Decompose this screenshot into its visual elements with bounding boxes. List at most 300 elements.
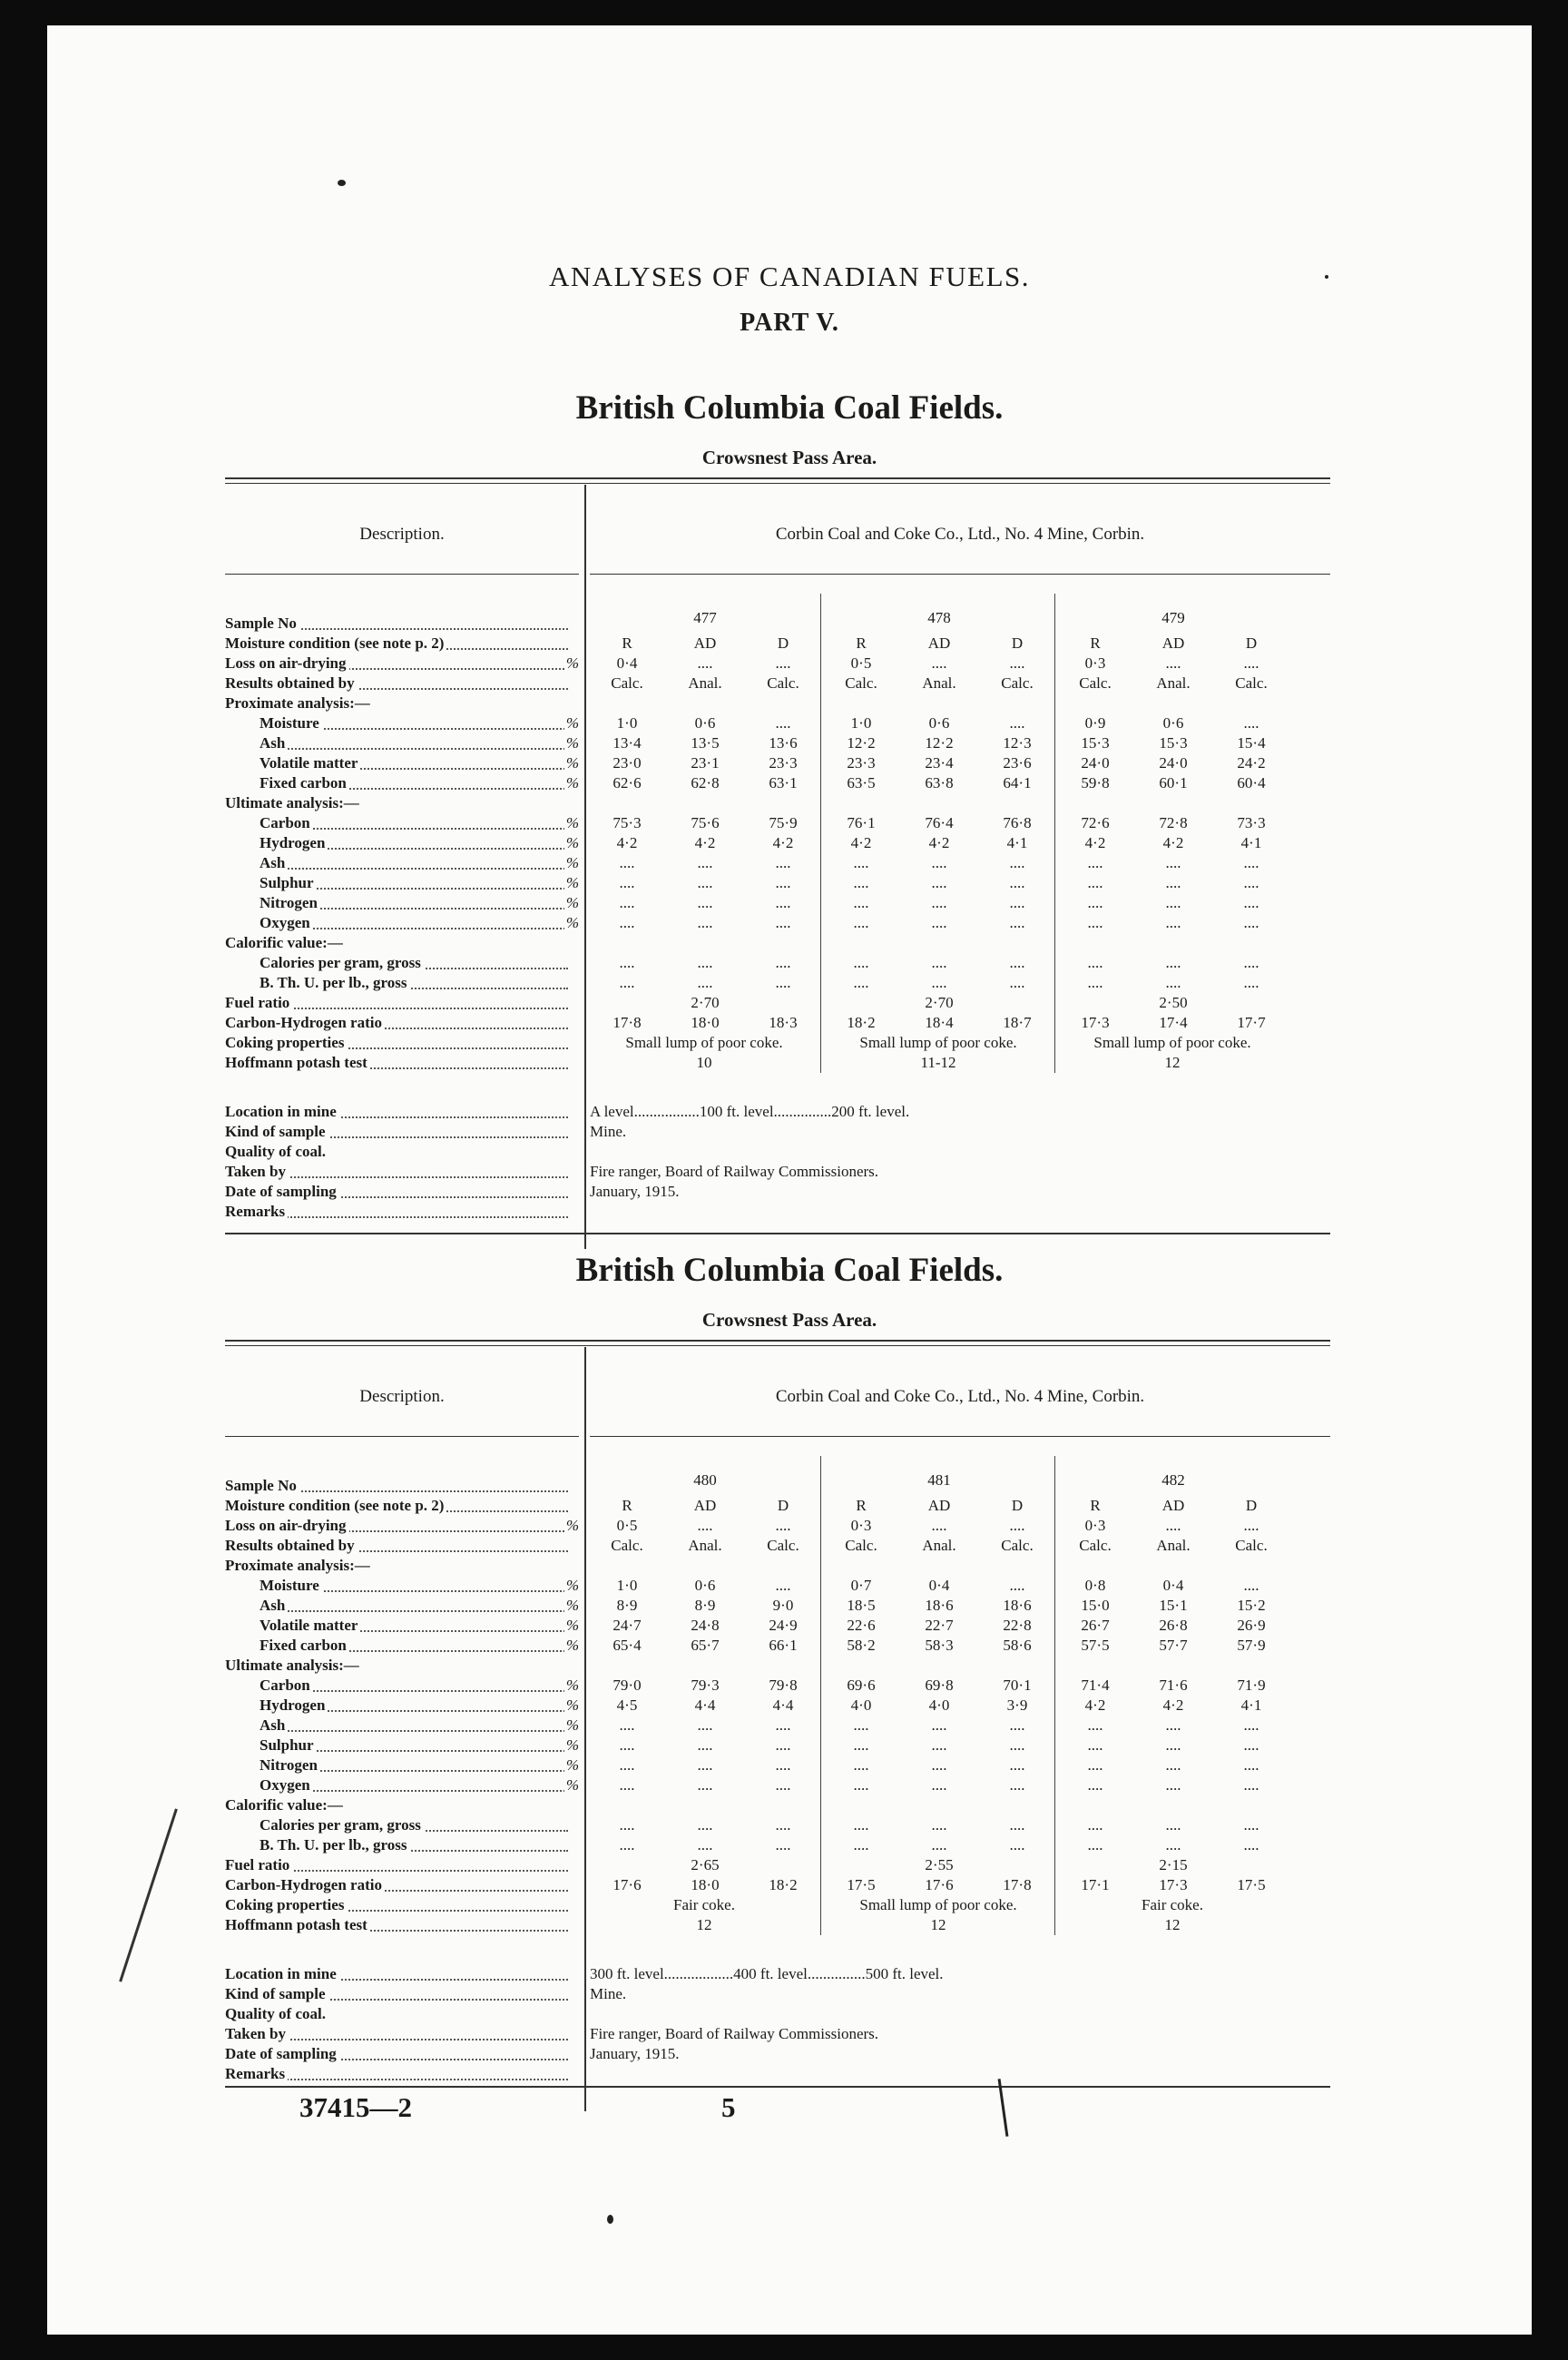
- header-rule: [590, 1436, 1330, 1437]
- row-label: [260, 1716, 581, 1736]
- row-label: [260, 1616, 581, 1636]
- unit-label: %: [565, 1716, 579, 1734]
- table-cell: 71·9: [1237, 1677, 1266, 1694]
- table-cell: ....: [853, 1836, 869, 1854]
- columns-header: Corbin Coal and Coke Co., Ltd., No. 4 Mine, Corbin.: [775, 1387, 1145, 1406]
- table-cell: 22·8: [1003, 1617, 1032, 1634]
- table-cell: 79·3: [691, 1677, 720, 1694]
- info-value-kind: Mine.: [590, 1985, 627, 2002]
- section-subtitle: Crowsnest Pass Area.: [701, 1309, 877, 1331]
- table-cell: 0·5: [616, 1517, 638, 1534]
- coking-properties: Small lump of poor coke.: [859, 1034, 1017, 1051]
- columns-header: Corbin Coal and Coke Co., Ltd., No. 4 Mine, Corbin.: [775, 525, 1145, 544]
- table-cell: 24·0: [1159, 754, 1188, 772]
- table-cell: ....: [1009, 914, 1025, 931]
- description-header: Description.: [359, 525, 445, 544]
- row-label-text: Ultimate analysis:—: [225, 1657, 362, 1674]
- row-label-text: Hoffmann potash test: [225, 1054, 370, 1071]
- table-cell: ....: [619, 1836, 635, 1854]
- table-cell: Calc.: [1235, 1537, 1268, 1554]
- table-cell: ....: [775, 654, 791, 672]
- table-cell: 15·4: [1237, 734, 1266, 752]
- row-label: [225, 1895, 581, 1915]
- table-cell: ....: [775, 1776, 791, 1794]
- table-cell: ....: [1087, 894, 1103, 911]
- row-label-text: Hydrogen: [260, 834, 328, 851]
- table-cell: ....: [697, 854, 713, 871]
- leader-dots: [260, 1730, 568, 1732]
- table-cell: 73·3: [1237, 814, 1266, 831]
- info-value-taken-by: Fire ranger, Board of Railway Commissioners.: [590, 2025, 879, 2042]
- table-cell: ....: [775, 874, 791, 891]
- table-cell: ....: [1165, 1816, 1181, 1834]
- table-cell: 63·8: [925, 774, 954, 792]
- table-cell: ....: [853, 1736, 869, 1754]
- table-cell: 0·3: [850, 1517, 872, 1534]
- info-value-location-line: 300 ft. level..................400 ft. level...............500 ft. level.: [590, 1965, 944, 1982]
- table-cell: ....: [1243, 954, 1259, 971]
- table-cell: 71·4: [1081, 1677, 1110, 1694]
- table-cell: ....: [775, 1517, 791, 1534]
- table-cell: 18·6: [1003, 1597, 1032, 1614]
- table-cell: ....: [1165, 1716, 1181, 1734]
- table-cell: ....: [1087, 854, 1103, 871]
- table-cell: 24·2: [1237, 754, 1266, 772]
- table-cell: ....: [1243, 1517, 1259, 1534]
- table-cell: 0·6: [694, 714, 716, 732]
- info-label: [225, 1182, 581, 1202]
- table-cell: Anal.: [688, 1537, 722, 1554]
- unit-label: %: [565, 1577, 579, 1594]
- scan-speck: [338, 180, 346, 186]
- document-page: [47, 25, 1532, 2335]
- row-label-text: Calories per gram, gross: [260, 1816, 424, 1834]
- column-divider: [1054, 1456, 1055, 1935]
- table-cell: ....: [619, 854, 635, 871]
- row-label-text: Ash: [260, 734, 288, 752]
- table-cell: 18·2: [847, 1014, 876, 1031]
- row-label: [225, 793, 581, 813]
- unit-label: %: [565, 1617, 579, 1634]
- table-cell: ....: [1243, 874, 1259, 891]
- info-label: [225, 2064, 581, 2084]
- table-cell: ....: [775, 1836, 791, 1854]
- sample-number: 478: [927, 609, 951, 626]
- table-cell: 24·9: [769, 1617, 798, 1634]
- table-cell: 18·4: [925, 1014, 954, 1031]
- leader-dots: [260, 748, 568, 750]
- double-rule: [225, 483, 1330, 484]
- table-cell: 23·6: [1003, 754, 1032, 772]
- leader-dots: [260, 868, 568, 870]
- table-cell: Calc.: [611, 674, 643, 692]
- row-label: [225, 1053, 581, 1073]
- table-cell: ....: [1165, 874, 1181, 891]
- table-cell: 75·3: [612, 814, 642, 831]
- row-label: [225, 1013, 581, 1033]
- table-cell: R: [622, 1497, 632, 1514]
- table-cell: 23·3: [769, 754, 798, 772]
- info-label: [225, 2004, 581, 2024]
- table-cell: 79·0: [612, 1677, 642, 1694]
- table-cell: ....: [1009, 874, 1025, 891]
- row-label-text: Nitrogen: [260, 894, 320, 911]
- table-cell: 65·4: [612, 1637, 642, 1654]
- table-cell: ....: [697, 1716, 713, 1734]
- table-cell: 70·1: [1003, 1677, 1032, 1694]
- table-cell: 2·65: [691, 1856, 720, 1873]
- row-label: [260, 1736, 581, 1755]
- row-label-text: Fuel ratio: [225, 1856, 292, 1873]
- table-cell: 13·4: [612, 734, 642, 752]
- info-label-text: Taken by: [225, 1163, 289, 1180]
- row-label: [260, 973, 581, 993]
- table-cell: ....: [931, 1517, 947, 1534]
- table-cell: ....: [1165, 1776, 1181, 1794]
- table-cell: 79·8: [769, 1677, 798, 1694]
- info-label-text: Taken by: [225, 2025, 289, 2042]
- table-cell: ....: [931, 654, 947, 672]
- table-cell: 0·9: [1084, 714, 1106, 732]
- table-cell: 0·3: [1084, 1517, 1106, 1534]
- table-cell: ....: [775, 974, 791, 991]
- table-cell: ....: [1009, 854, 1025, 871]
- row-label-text: Ultimate analysis:—: [225, 794, 362, 811]
- table-cell: ....: [931, 1716, 947, 1734]
- section-title: British Columbia Coal Fields.: [575, 1252, 1004, 1289]
- table-cell: ....: [1009, 894, 1025, 911]
- table-cell: 62·6: [612, 774, 642, 792]
- table-cell: 17·4: [1159, 1014, 1188, 1031]
- info-label-text: Remarks: [225, 1203, 288, 1220]
- table-cell: ....: [619, 1816, 635, 1834]
- table-cell: ....: [1165, 914, 1181, 931]
- row-label: [225, 1656, 581, 1676]
- row-label: [260, 753, 581, 773]
- table-cell: D: [1011, 634, 1024, 652]
- table-cell: 18·0: [691, 1876, 720, 1893]
- table-cell: AD: [1161, 634, 1185, 652]
- info-label: [225, 2044, 581, 2064]
- table-cell: 17·6: [925, 1876, 954, 1893]
- table-cell: 4·1: [1240, 834, 1262, 851]
- table-cell: ....: [931, 874, 947, 891]
- table-cell: 59·8: [1081, 774, 1110, 792]
- row-label-text: Sample No: [225, 615, 299, 632]
- table-cell: 75·6: [691, 814, 720, 831]
- row-label: [260, 713, 581, 733]
- table-cell: 15·1: [1159, 1597, 1188, 1614]
- table-cell: 4·2: [928, 834, 950, 851]
- section-end-rule: [225, 1233, 1330, 1234]
- unit-label: %: [565, 714, 579, 732]
- table-cell: 4·2: [694, 834, 716, 851]
- table-cell: 17·1: [1081, 1876, 1110, 1893]
- table-cell: ....: [619, 1736, 635, 1754]
- row-label: [260, 813, 581, 833]
- table-cell: ....: [1243, 1836, 1259, 1854]
- table-cell: 4·5: [616, 1696, 638, 1714]
- table-cell: 23·3: [847, 754, 876, 772]
- row-label: [225, 1795, 581, 1815]
- table-cell: AD: [927, 634, 951, 652]
- table-cell: Calc.: [767, 674, 799, 692]
- table-cell: AD: [693, 634, 717, 652]
- table-cell: 60·1: [1159, 774, 1188, 792]
- table-cell: 2·55: [925, 1856, 954, 1873]
- table-cell: 0·6: [928, 714, 950, 732]
- table-cell: 3·9: [1006, 1696, 1028, 1714]
- footer-code: 37415—2: [299, 2091, 412, 2123]
- unit-label: %: [565, 1736, 579, 1754]
- info-value-date: January, 1915.: [590, 2045, 680, 2062]
- unit-label: %: [565, 774, 579, 792]
- table-cell: Calc.: [845, 674, 877, 692]
- scan-mark: [119, 1808, 178, 1981]
- table-cell: 17·8: [1003, 1876, 1032, 1893]
- table-cell: 4·4: [694, 1696, 716, 1714]
- row-label-text: Calories per gram, gross: [260, 954, 424, 971]
- info-label-text: Remarks: [225, 2065, 288, 2082]
- table-cell: ....: [1009, 974, 1025, 991]
- table-cell: ....: [775, 914, 791, 931]
- row-label-text: Results obtained by: [225, 674, 358, 692]
- row-label-text: Fixed carbon: [260, 1637, 349, 1654]
- table-cell: ....: [1165, 1836, 1181, 1854]
- row-label: [260, 1775, 581, 1795]
- row-label: [225, 614, 581, 634]
- unit-label: %: [565, 1776, 579, 1794]
- row-label-text: Carbon-Hydrogen ratio: [225, 1014, 385, 1031]
- row-label-text: Ash: [260, 1716, 288, 1734]
- table-cell: ....: [1009, 1836, 1025, 1854]
- row-label-text: Nitrogen: [260, 1756, 320, 1774]
- table-cell: 22·7: [925, 1617, 954, 1634]
- table-cell: 24·8: [691, 1617, 720, 1634]
- table-cell: ....: [697, 654, 713, 672]
- scan-speck: [607, 2215, 613, 2224]
- table-cell: ....: [775, 894, 791, 911]
- info-label: [225, 2024, 581, 2044]
- table-cell: ....: [1087, 874, 1103, 891]
- row-label-text: Moisture condition (see note p. 2): [225, 1497, 446, 1514]
- table-cell: 12·3: [1003, 734, 1032, 752]
- table-cell: ....: [1087, 1716, 1103, 1734]
- table-cell: 62·8: [691, 774, 720, 792]
- table-cell: ....: [1087, 1836, 1103, 1854]
- table-cell: 58·2: [847, 1637, 876, 1654]
- table-cell: ....: [1243, 654, 1259, 672]
- table-cell: 76·1: [847, 814, 876, 831]
- row-label-text: Calorific value:—: [225, 934, 346, 951]
- table-cell: 63·1: [769, 774, 798, 792]
- row-label: [260, 1815, 581, 1835]
- table-cell: ....: [931, 1756, 947, 1774]
- hoffmann-test: 12: [1164, 1054, 1181, 1071]
- column-divider: [1054, 594, 1055, 1073]
- section-end-rule: [225, 2086, 1330, 2088]
- row-label: [260, 773, 581, 793]
- table-cell: 60·4: [1237, 774, 1266, 792]
- table-cell: Calc.: [767, 1537, 799, 1554]
- row-label-text: Loss on air-drying: [225, 1517, 349, 1534]
- hoffmann-test: 12: [1164, 1916, 1181, 1933]
- table-cell: ....: [1165, 974, 1181, 991]
- row-label: [260, 893, 581, 913]
- table-cell: ....: [1165, 954, 1181, 971]
- page-number: 5: [721, 2091, 736, 2123]
- row-label: [225, 1496, 581, 1516]
- table-cell: D: [777, 1497, 789, 1514]
- row-label: [225, 693, 581, 713]
- description-divider: [584, 1347, 586, 2111]
- table-cell: ....: [1009, 714, 1025, 732]
- row-label: [225, 1516, 581, 1536]
- table-cell: Calc.: [1001, 1537, 1034, 1554]
- table-cell: Anal.: [1156, 674, 1191, 692]
- table-cell: 2·70: [925, 994, 954, 1011]
- header-rule: [590, 574, 1330, 575]
- table-cell: ....: [1243, 1776, 1259, 1794]
- table-cell: ....: [1009, 1776, 1025, 1794]
- table-cell: ....: [1087, 1756, 1103, 1774]
- table-cell: 0·5: [850, 654, 872, 672]
- table-cell: 17·3: [1159, 1876, 1188, 1893]
- table-cell: ....: [1243, 974, 1259, 991]
- table-cell: 75·9: [769, 814, 798, 831]
- row-label-text: Carbon: [260, 814, 313, 831]
- table-cell: ....: [931, 1816, 947, 1834]
- table-cell: 18·3: [769, 1014, 798, 1031]
- table-cell: ....: [619, 1756, 635, 1774]
- table-cell: 71·6: [1159, 1677, 1188, 1694]
- table-cell: 4·2: [1084, 1696, 1106, 1714]
- unit-label: %: [565, 1637, 579, 1654]
- coking-properties: Fair coke.: [673, 1896, 735, 1913]
- table-cell: ....: [1009, 1736, 1025, 1754]
- table-cell: Calc.: [1001, 674, 1034, 692]
- table-cell: 0·4: [616, 654, 638, 672]
- info-label-text: Quality of coal.: [225, 1143, 328, 1160]
- info-value-location-line: A level.................100 ft. level...............200 ft. level.: [590, 1103, 910, 1120]
- table-cell: ....: [697, 1756, 713, 1774]
- table-cell: 15·3: [1081, 734, 1110, 752]
- section-title: British Columbia Coal Fields.: [575, 389, 1004, 427]
- table-cell: 26·9: [1237, 1617, 1266, 1634]
- table-cell: D: [1011, 1497, 1024, 1514]
- info-label: [225, 1122, 581, 1142]
- hoffmann-test: 10: [696, 1054, 712, 1071]
- main-title: ANALYSES OF CANADIAN FUELS.: [549, 261, 1030, 292]
- table-cell: 0·7: [850, 1577, 872, 1594]
- table-cell: 69·6: [847, 1677, 876, 1694]
- row-label-text: Moisture: [260, 714, 322, 732]
- unit-label: %: [565, 914, 579, 931]
- table-cell: 57·5: [1081, 1637, 1110, 1654]
- table-cell: 24·7: [612, 1617, 642, 1634]
- table-cell: 4·2: [850, 834, 872, 851]
- table-cell: ....: [931, 1776, 947, 1794]
- table-cell: ....: [1243, 1756, 1259, 1774]
- info-label-text: Date of sampling: [225, 1183, 339, 1200]
- column-divider: [820, 594, 821, 1073]
- table-cell: ....: [853, 1716, 869, 1734]
- table-cell: ....: [1165, 654, 1181, 672]
- table-cell: ....: [697, 974, 713, 991]
- table-cell: 72·8: [1159, 814, 1188, 831]
- table-cell: 72·6: [1081, 814, 1110, 831]
- table-cell: ....: [775, 1577, 791, 1594]
- unit-label: %: [565, 1677, 579, 1694]
- table-cell: ....: [697, 1836, 713, 1854]
- table-cell: 57·9: [1237, 1637, 1266, 1654]
- table-cell: ....: [697, 1517, 713, 1534]
- table-cell: ....: [1243, 714, 1259, 732]
- table-cell: 17·6: [612, 1876, 642, 1893]
- table-cell: Anal.: [688, 674, 722, 692]
- unit-label: %: [565, 1597, 579, 1614]
- table-cell: ....: [853, 894, 869, 911]
- info-label: [225, 1202, 581, 1222]
- unit-label: %: [565, 734, 579, 752]
- info-value-taken-by: Fire ranger, Board of Railway Commissioners.: [590, 1163, 879, 1180]
- table-cell: ....: [775, 1756, 791, 1774]
- unit-label: %: [565, 754, 579, 772]
- table-cell: 17·5: [1237, 1876, 1266, 1893]
- table-cell: ....: [697, 1736, 713, 1754]
- table-cell: 8·9: [694, 1597, 716, 1614]
- table-cell: Calc.: [611, 1537, 643, 1554]
- column-divider: [820, 1456, 821, 1935]
- table-cell: 17·7: [1237, 1014, 1266, 1031]
- table-cell: 18·5: [847, 1597, 876, 1614]
- info-value-date: January, 1915.: [590, 1183, 680, 1200]
- row-label: [260, 853, 581, 873]
- table-cell: ....: [1243, 1577, 1259, 1594]
- row-label-text: Sample No: [225, 1477, 299, 1494]
- table-cell: ....: [697, 874, 713, 891]
- row-label-text: Coking properties: [225, 1896, 347, 1913]
- table-cell: 18·2: [769, 1876, 798, 1893]
- row-label: [260, 913, 581, 933]
- sample-number: 482: [1161, 1471, 1185, 1489]
- row-label-text: Hydrogen: [260, 1696, 328, 1714]
- table-cell: ....: [931, 954, 947, 971]
- table-cell: ....: [1009, 1716, 1025, 1734]
- table-cell: ....: [619, 874, 635, 891]
- row-label-text: Fixed carbon: [260, 774, 349, 792]
- row-label-text: Ash: [260, 1597, 288, 1614]
- table-cell: ....: [697, 894, 713, 911]
- row-label-text: Moisture condition (see note p. 2): [225, 634, 446, 652]
- table-cell: 65·7: [691, 1637, 720, 1654]
- table-cell: ....: [619, 894, 635, 911]
- info-label: [225, 1102, 581, 1122]
- table-cell: ....: [775, 1816, 791, 1834]
- coking-properties: Small lump of poor coke.: [1093, 1034, 1251, 1051]
- table-cell: 18·6: [925, 1597, 954, 1614]
- table-cell: 23·4: [925, 754, 954, 772]
- leader-dots: [260, 1610, 568, 1612]
- table-cell: ....: [931, 1736, 947, 1754]
- row-label: [225, 1915, 581, 1935]
- info-value-kind: Mine.: [590, 1123, 627, 1140]
- table-cell: Calc.: [1079, 1537, 1112, 1554]
- table-cell: ....: [1165, 1517, 1181, 1534]
- row-label-text: Sulphur: [260, 874, 317, 891]
- table-cell: ....: [619, 1776, 635, 1794]
- row-label: [260, 733, 581, 753]
